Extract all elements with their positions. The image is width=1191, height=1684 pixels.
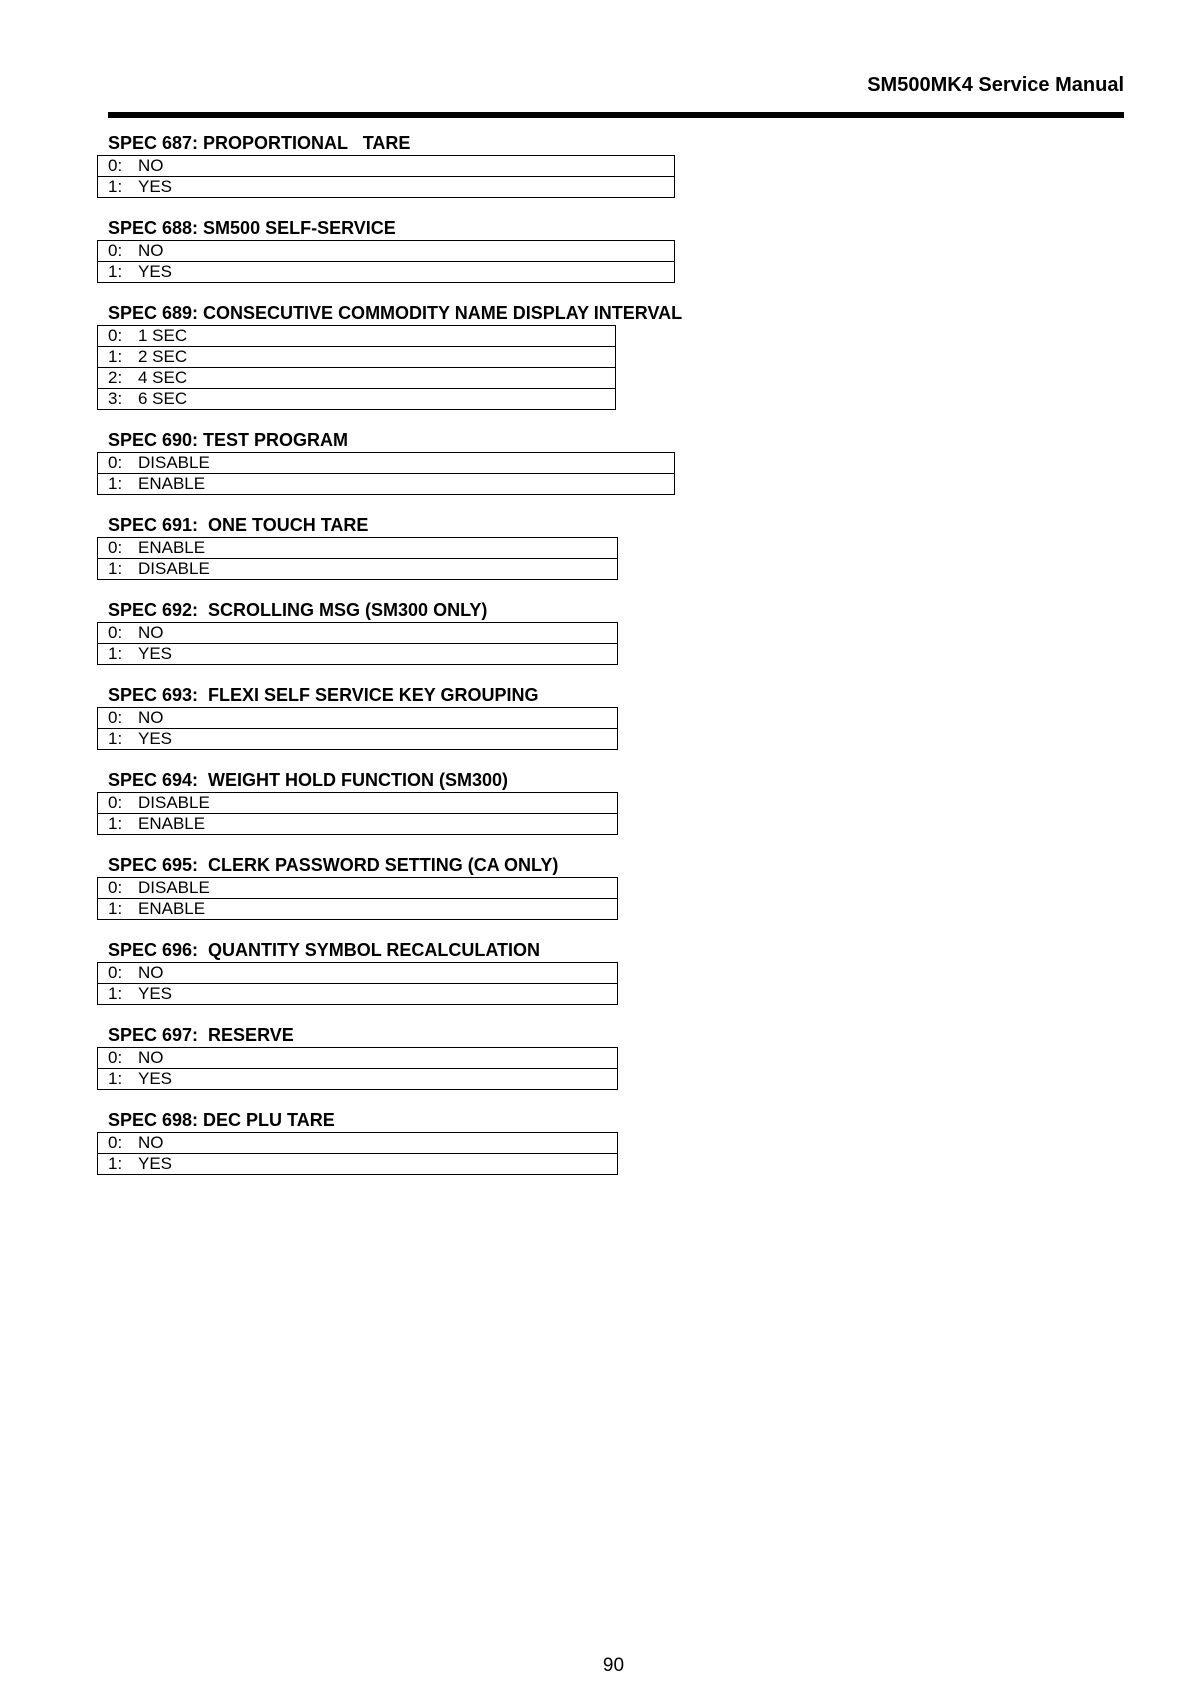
option-code: 0: xyxy=(108,708,123,727)
spec-option-row xyxy=(98,453,675,474)
spec-block xyxy=(97,599,1097,665)
option-label: YES xyxy=(138,729,173,748)
option-label: YES xyxy=(138,1069,173,1088)
option-code: 1: xyxy=(108,644,123,663)
option-code: 0: xyxy=(108,793,123,812)
option-label: YES xyxy=(138,644,173,663)
option-label: ENABLE xyxy=(138,814,206,833)
option-label: NO xyxy=(138,623,164,642)
spec-block xyxy=(97,132,1097,198)
spec-option-row xyxy=(98,474,675,495)
spec-block xyxy=(97,217,1097,283)
option-code: 0: xyxy=(108,1048,123,1067)
option-label: DISABLE xyxy=(138,559,210,578)
spec-option-cell xyxy=(98,474,675,495)
spec-option-cell xyxy=(98,1048,618,1069)
option-code: 1: xyxy=(108,262,123,281)
option-label: YES xyxy=(138,1154,173,1173)
spec-option-cell xyxy=(98,1069,618,1090)
option-code: 1: xyxy=(108,1154,123,1173)
option-label: YES xyxy=(138,262,173,281)
option-label: NO xyxy=(138,1133,164,1152)
option-code: 0: xyxy=(108,1133,123,1152)
spec-option-cell xyxy=(98,623,618,644)
spec-options-table xyxy=(97,1132,618,1175)
spec-list xyxy=(97,132,1097,1194)
option-label: NO xyxy=(138,156,164,175)
option-code: 1: xyxy=(108,729,123,748)
spec-block xyxy=(97,769,1097,835)
option-label: 1 SEC xyxy=(138,326,188,345)
option-code: 1: xyxy=(108,984,123,1003)
spec-title: SPEC 687: PROPORTIONAL TARE xyxy=(108,133,411,153)
option-code: 0: xyxy=(108,878,123,897)
spec-options-table xyxy=(97,240,675,283)
option-label: ENABLE xyxy=(138,538,206,557)
option-code: 3: xyxy=(108,389,123,408)
spec-title: SPEC 692: SCROLLING MSG (SM300 ONLY) xyxy=(108,600,488,620)
spec-option-cell xyxy=(98,453,675,474)
option-label: NO xyxy=(138,963,164,982)
spec-title: SPEC 691: ONE TOUCH TARE xyxy=(108,515,369,535)
spec-title: SPEC 688: SM500 SELF-SERVICE xyxy=(108,218,396,238)
spec-option-row xyxy=(98,814,618,835)
option-label: DISABLE xyxy=(138,878,210,897)
spec-option-row xyxy=(98,644,618,665)
spec-option-cell xyxy=(98,389,616,410)
option-code: 0: xyxy=(108,241,123,260)
spec-option-row xyxy=(98,347,616,368)
spec-title: SPEC 693: FLEXI SELF SERVICE KEY GROUPING xyxy=(108,685,539,705)
spec-option-row xyxy=(98,984,618,1005)
option-label: NO xyxy=(138,1048,164,1067)
spec-options-table xyxy=(97,962,618,1005)
spec-option-cell xyxy=(98,177,675,198)
spec-option-row xyxy=(98,623,618,644)
spec-block xyxy=(97,429,1097,495)
spec-option-cell xyxy=(98,241,675,262)
spec-option-row xyxy=(98,899,618,920)
spec-option-cell xyxy=(98,1154,618,1175)
option-label: 2 SEC xyxy=(138,347,188,366)
spec-options-table xyxy=(97,155,675,198)
spec-option-cell xyxy=(98,347,616,368)
option-label: ENABLE xyxy=(138,899,206,918)
option-label: 6 SEC xyxy=(138,389,188,408)
spec-options-table xyxy=(97,622,618,665)
spec-option-cell xyxy=(98,984,618,1005)
option-label: YES xyxy=(138,984,173,1003)
option-label: 4 SEC xyxy=(138,368,188,387)
option-code: 0: xyxy=(108,156,123,175)
spec-title: SPEC 695: CLERK PASSWORD SETTING (CA ONLY) xyxy=(108,855,559,875)
page-number: 90 xyxy=(602,1655,625,1676)
spec-option-row xyxy=(98,177,675,198)
option-code: 0: xyxy=(108,453,123,472)
spec-option-cell xyxy=(98,708,618,729)
spec-title: SPEC 689: CONSECUTIVE COMMODITY NAME DISPLAY INTERVAL xyxy=(108,303,683,323)
option-label: ENABLE xyxy=(138,474,206,493)
spec-option-cell xyxy=(98,368,616,389)
spec-title: SPEC 697: RESERVE xyxy=(108,1025,294,1045)
spec-option-row xyxy=(98,1069,618,1090)
option-code: 0: xyxy=(108,326,123,345)
option-code: 1: xyxy=(108,1069,123,1088)
spec-option-cell xyxy=(98,538,618,559)
spec-option-row xyxy=(98,793,618,814)
spec-options-table xyxy=(97,537,618,580)
spec-option-row xyxy=(98,368,616,389)
spec-option-row xyxy=(98,708,618,729)
option-label: YES xyxy=(138,177,173,196)
spec-option-cell xyxy=(98,899,618,920)
option-code: 2: xyxy=(108,368,123,387)
option-label: DISABLE xyxy=(138,453,210,472)
spec-title: SPEC 696: QUANTITY SYMBOL RECALCULATION xyxy=(108,940,541,960)
spec-block xyxy=(97,514,1097,580)
spec-options-table xyxy=(97,707,618,750)
spec-options-table xyxy=(97,792,618,835)
spec-options-table xyxy=(97,325,616,410)
spec-option-cell xyxy=(98,262,675,283)
spec-option-cell xyxy=(98,729,618,750)
spec-option-row xyxy=(98,878,618,899)
spec-option-row xyxy=(98,1154,618,1175)
spec-title: SPEC 698: DEC PLU TARE xyxy=(108,1110,335,1130)
option-code: 1: xyxy=(108,177,123,196)
option-code: 1: xyxy=(108,559,123,578)
spec-option-cell xyxy=(98,326,616,347)
spec-options-table xyxy=(97,452,675,495)
spec-option-cell xyxy=(98,156,675,177)
page-header-title: SM500MK4 Service Manual xyxy=(867,74,1124,96)
option-code: 0: xyxy=(108,963,123,982)
spec-option-row xyxy=(98,538,618,559)
option-code: 1: xyxy=(108,347,123,366)
header-rule xyxy=(108,112,1124,118)
spec-block xyxy=(97,684,1097,750)
spec-block xyxy=(97,854,1097,920)
spec-option-cell xyxy=(98,793,618,814)
spec-option-row xyxy=(98,262,675,283)
option-code: 0: xyxy=(108,623,123,642)
spec-block xyxy=(97,939,1097,1005)
spec-option-cell xyxy=(98,878,618,899)
spec-option-cell xyxy=(98,559,618,580)
spec-block xyxy=(97,302,1097,410)
spec-options-table xyxy=(97,877,618,920)
option-label: NO xyxy=(138,241,164,260)
option-code: 1: xyxy=(108,474,123,493)
option-label: DISABLE xyxy=(138,793,210,812)
spec-title: SPEC 690: TEST PROGRAM xyxy=(108,430,349,450)
spec-block xyxy=(97,1109,1097,1175)
spec-option-row xyxy=(98,729,618,750)
spec-options-table xyxy=(97,1047,618,1090)
spec-option-row xyxy=(98,963,618,984)
spec-option-row xyxy=(98,389,616,410)
spec-option-row xyxy=(98,1133,618,1154)
spec-option-cell xyxy=(98,963,618,984)
spec-option-row xyxy=(98,326,616,347)
spec-option-cell xyxy=(98,814,618,835)
spec-title: SPEC 694: WEIGHT HOLD FUNCTION (SM300) xyxy=(108,770,509,790)
option-code: 1: xyxy=(108,899,123,918)
spec-option-cell xyxy=(98,1133,618,1154)
option-code: 1: xyxy=(108,814,123,833)
spec-option-row xyxy=(98,156,675,177)
spec-option-cell xyxy=(98,644,618,665)
option-label: NO xyxy=(138,708,164,727)
option-code: 0: xyxy=(108,538,123,557)
spec-option-row xyxy=(98,559,618,580)
spec-option-row xyxy=(98,1048,618,1069)
spec-option-row xyxy=(98,241,675,262)
spec-block xyxy=(97,1024,1097,1090)
